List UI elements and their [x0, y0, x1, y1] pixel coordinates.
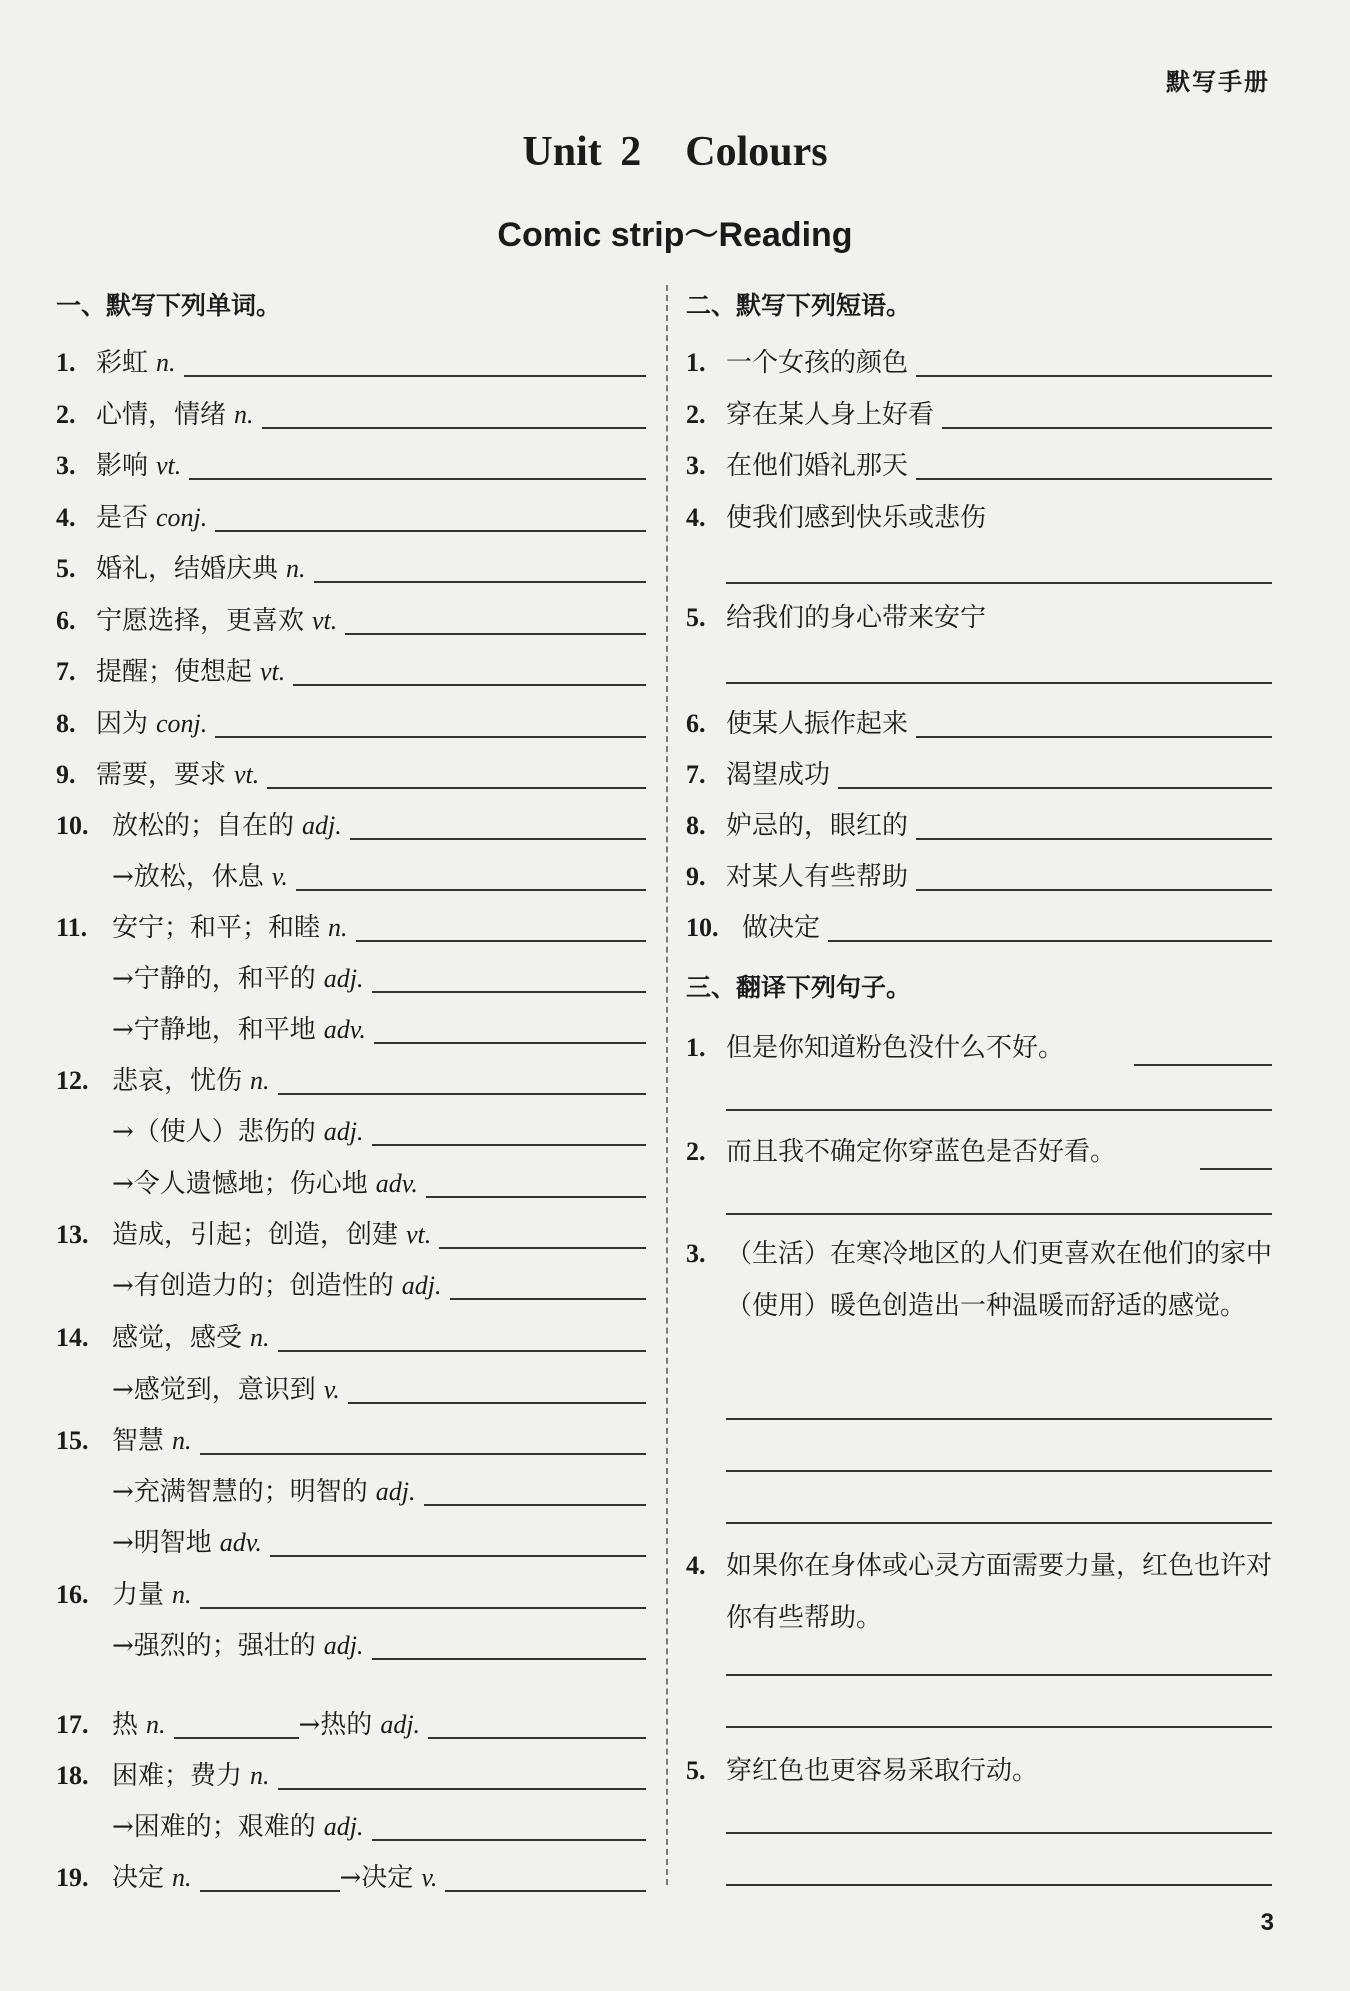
item-text: 智慧 [112, 1426, 165, 1456]
item-text: 需要，要求 [96, 760, 227, 790]
answer-blank[interactable] [348, 1372, 646, 1404]
sentence-number: 3. [686, 1239, 706, 1268]
item-text: →强烈的；强壮的 [112, 1631, 316, 1661]
vocab-item [56, 1525, 646, 1561]
item-number: 9. [56, 760, 76, 789]
part-of-speech: n. [172, 1863, 192, 1892]
phrase-item [686, 448, 1272, 484]
vocab-item [56, 448, 646, 484]
sentence-text: 但是你知道粉色没什么不好。 [726, 1033, 1065, 1063]
part-of-speech: adj. [401, 1271, 442, 1300]
answer-blank[interactable] [262, 397, 646, 429]
item-text: →充满智慧的；明智的 [112, 1477, 368, 1507]
answer-line[interactable] [726, 1830, 1272, 1834]
vocab-item-17 [56, 1707, 646, 1743]
phrase-item [686, 600, 1272, 636]
answer-line[interactable] [726, 1468, 1272, 1472]
vocab-item [56, 500, 646, 536]
answer-blank[interactable] [1200, 1166, 1272, 1170]
part-of-speech: adj. [323, 1812, 364, 1841]
part-of-speech: v. [271, 862, 288, 891]
vocab-item [56, 757, 646, 793]
item-number: 17. [56, 1710, 89, 1739]
part-of-speech: adj. [375, 1477, 416, 1506]
item-text: 悲哀，忧伤 [112, 1066, 243, 1096]
part-of-speech: adj. [323, 1631, 364, 1660]
item-text: 提醒；使想起 [96, 657, 253, 687]
part-of-speech: vt. [234, 760, 260, 789]
answer-blank[interactable] [424, 1474, 646, 1506]
item-text: →困难的；艰难的 [112, 1812, 316, 1842]
answer-blank[interactable] [189, 448, 646, 480]
answer-blank[interactable] [916, 808, 1272, 840]
answer-blank[interactable] [426, 1166, 646, 1198]
item-text: →宁静的，和平的 [112, 964, 316, 994]
item-number: 7. [56, 657, 76, 686]
item-text: 一个女孩的颜色 [726, 348, 909, 378]
part-of-speech: conj. [156, 503, 208, 532]
phrase-item [686, 808, 1272, 844]
part-of-speech: conj. [156, 709, 208, 738]
item-number: 7. [686, 760, 706, 789]
item-text-derived: →热的 [298, 1710, 373, 1740]
item-text: 是否 [96, 503, 149, 533]
section1-heading: 一、默写下列单词。 [56, 291, 282, 320]
item-text: 力量 [112, 1580, 165, 1610]
item-text: →明智地 [112, 1528, 212, 1558]
answer-blank[interactable] [445, 1860, 646, 1892]
answer-blank[interactable] [372, 961, 646, 993]
item-text: 穿在某人身上好看 [726, 400, 935, 430]
item-text: 造成，引起；创造，创建 [112, 1220, 399, 1250]
item-text: 妒忌的，眼红的 [726, 811, 909, 841]
part-of-speech: n. [156, 348, 176, 377]
answer-blank[interactable] [296, 859, 646, 891]
item-text: →宁静地，和平地 [112, 1015, 316, 1045]
item-text: 宁愿选择，更喜欢 [96, 606, 305, 636]
item-number: 5. [686, 603, 706, 632]
phrase-item [686, 910, 1272, 946]
header-tag: 默写手册 [1166, 68, 1270, 96]
vocab-item [56, 1217, 646, 1253]
vocab-item [56, 859, 646, 895]
item-text: 心情，情绪 [96, 400, 227, 430]
answer-blank[interactable] [450, 1268, 646, 1300]
phrase-item [686, 345, 1272, 381]
part-of-speech: n. [328, 913, 348, 942]
answer-line[interactable] [726, 680, 1272, 684]
item-text: →感觉到，意识到 [112, 1375, 316, 1405]
sentence-text: 穿红色也更容易采取行动。 [726, 1756, 1039, 1786]
vocab-item [56, 1166, 646, 1202]
part-of-speech: vt. [406, 1220, 432, 1249]
part-of-speech: n. [286, 554, 306, 583]
vocab-item [56, 1114, 646, 1150]
vocab-item [56, 345, 646, 381]
part-of-speech: adv. [375, 1169, 418, 1198]
item-text: 安宁；和平；和睦 [112, 913, 321, 943]
answer-blank[interactable] [293, 654, 646, 686]
item-number: 4. [686, 503, 706, 532]
answer-blank[interactable] [174, 1707, 299, 1739]
answer-blank[interactable] [372, 1114, 646, 1146]
phrase-item [686, 706, 1272, 742]
answer-line[interactable] [726, 580, 1272, 584]
item-text: →放松，休息 [112, 862, 264, 892]
page-number: 3 [1260, 1909, 1274, 1936]
unit-name: Colours [685, 129, 828, 175]
item-number: 18. [56, 1761, 89, 1790]
item-number: 10. [686, 913, 719, 942]
item-text: 使我们感到快乐或悲伤 [726, 503, 987, 533]
answer-line[interactable] [726, 1107, 1272, 1111]
answer-blank[interactable] [200, 1577, 646, 1609]
answer-blank[interactable] [916, 706, 1272, 738]
item-text-derived: →决定 [339, 1863, 414, 1893]
vocab-item [56, 1577, 646, 1613]
item-number: 5. [56, 554, 76, 583]
section3-heading: 三、翻译下列句子。 [686, 973, 912, 1002]
answer-line[interactable] [726, 1724, 1272, 1728]
answer-blank[interactable] [215, 706, 646, 738]
vocab-item [56, 1628, 646, 1664]
lesson-subtitle: Comic strip～Reading [497, 216, 853, 254]
part-of-speech: n. [250, 1323, 270, 1352]
answer-blank[interactable] [314, 551, 646, 583]
answer-blank[interactable] [916, 859, 1272, 891]
answer-blank[interactable] [356, 910, 646, 942]
item-text: 决定 [112, 1863, 165, 1893]
answer-blank[interactable] [350, 808, 646, 840]
vocab-item [56, 910, 646, 946]
part-of-speech: n. [146, 1710, 166, 1739]
sentence-text: 如果你在身体或心灵方面需要力量，红色也许对你有些帮助。 [726, 1551, 1273, 1633]
answer-line[interactable] [726, 1211, 1272, 1215]
vocab-item [56, 961, 646, 997]
answer-blank[interactable] [1134, 1062, 1272, 1066]
answer-blank[interactable] [916, 345, 1272, 377]
item-text: 影响 [96, 451, 149, 481]
part-of-speech: adj. [323, 1117, 364, 1146]
item-number: 13. [56, 1220, 89, 1249]
item-number: 8. [56, 709, 76, 738]
item-number: 11. [56, 913, 88, 942]
part-of-speech: n. [172, 1426, 192, 1455]
part-of-speech: n. [172, 1580, 192, 1609]
answer-blank[interactable] [184, 345, 646, 377]
part-of-speech: n. [250, 1066, 270, 1095]
part-of-speech: vt. [312, 606, 338, 635]
answer-blank[interactable] [916, 448, 1272, 480]
phrase-item [686, 500, 1272, 536]
item-number: 8. [686, 811, 706, 840]
section2-heading: 二、默写下列短语。 [686, 291, 912, 320]
vocab-item [56, 654, 646, 690]
item-text: 使某人振作起来 [726, 709, 909, 739]
phrase-item [686, 859, 1272, 895]
item-text: 彩虹 [96, 348, 149, 378]
item-number: 9. [686, 862, 706, 891]
sentence-number: 5. [686, 1756, 706, 1785]
answer-blank[interactable] [372, 1628, 646, 1660]
item-text: 在他们婚礼那天 [726, 451, 909, 481]
item-text: 婚礼，结婚庆典 [96, 554, 279, 584]
item-text: 给我们的身心带来安宁 [726, 603, 987, 633]
part-of-speech-derived: adj. [380, 1710, 421, 1739]
answer-blank[interactable] [428, 1707, 646, 1739]
vocab-item [56, 808, 646, 844]
item-number: 10. [56, 811, 89, 840]
answer-blank[interactable] [215, 500, 646, 532]
vocab-item-18-derived [56, 1809, 646, 1845]
vocab-item [56, 397, 646, 433]
item-text: 放松的；自在的 [112, 811, 295, 841]
sentence-text: （生活）在寒冷地区的人们更喜欢在他们的家中（使用）暖色创造出一种温暖而舒适的感觉。 [726, 1239, 1273, 1321]
item-text: 困难；费力 [112, 1761, 243, 1791]
part-of-speech: adj. [302, 811, 342, 840]
item-text: 热 [112, 1710, 139, 1740]
answer-line[interactable] [726, 1882, 1272, 1886]
vocab-item [56, 1320, 646, 1356]
item-number: 1. [686, 348, 706, 377]
answer-blank[interactable] [374, 1012, 646, 1044]
unit-title [0, 128, 1350, 176]
item-number: 6. [56, 606, 76, 635]
part-of-speech: adv. [219, 1528, 262, 1557]
vocab-item [56, 1423, 646, 1459]
answer-blank[interactable] [372, 1809, 646, 1841]
part-of-speech: adv. [323, 1015, 366, 1044]
item-text: →有创造力的；创造性的 [112, 1271, 394, 1301]
part-of-speech: adj. [323, 964, 364, 993]
phrase-item [686, 397, 1272, 433]
vocab-item-19 [56, 1860, 646, 1896]
item-number: 16. [56, 1580, 89, 1609]
answer-blank[interactable] [828, 910, 1272, 942]
vocab-item [56, 1474, 646, 1510]
answer-blank[interactable] [278, 1758, 646, 1790]
vocab-item [56, 1012, 646, 1048]
unit-number: Unit 2 [522, 129, 642, 175]
item-text: 渴望成功 [726, 760, 831, 790]
sentence-text: 而且我不确定你穿蓝色是否好看。 [726, 1137, 1117, 1167]
item-number: 3. [686, 451, 706, 480]
answer-blank[interactable] [278, 1320, 646, 1352]
item-number: 12. [56, 1066, 89, 1095]
item-text: 对某人有些帮助 [726, 862, 909, 892]
sentence-number: 1. [686, 1033, 706, 1062]
vocab-item [56, 1372, 646, 1408]
part-of-speech: n. [250, 1761, 270, 1790]
answer-blank[interactable] [200, 1423, 646, 1455]
item-number: 4. [56, 503, 76, 532]
answer-blank[interactable] [942, 397, 1272, 429]
item-text: →令人遗憾地；伤心地 [112, 1169, 368, 1199]
vocab-item [56, 1268, 646, 1304]
answer-line[interactable] [726, 1416, 1272, 1420]
part-of-speech: vt. [260, 657, 286, 686]
item-number: 1. [56, 348, 76, 377]
part-of-speech: n. [234, 400, 254, 429]
item-text: →（使人）悲伤的 [112, 1117, 316, 1147]
item-number: 3. [56, 451, 76, 480]
item-number: 2. [686, 400, 706, 429]
part-of-speech-derived: v. [421, 1863, 438, 1892]
item-number: 6. [686, 709, 706, 738]
item-text: 做决定 [742, 913, 821, 943]
item-number: 2. [56, 400, 76, 429]
column-divider [666, 285, 668, 1885]
vocab-item [56, 706, 646, 742]
item-number: 14. [56, 1323, 89, 1352]
answer-blank[interactable] [267, 757, 646, 789]
part-of-speech: vt. [156, 451, 182, 480]
answer-line[interactable] [726, 1520, 1272, 1524]
answer-blank[interactable] [838, 757, 1272, 789]
part-of-speech: v. [323, 1375, 340, 1404]
item-text: 因为 [96, 709, 149, 739]
vocab-item [56, 603, 646, 639]
item-number: 15. [56, 1426, 89, 1455]
sentence-number: 4. [686, 1551, 706, 1580]
vocab-item [56, 551, 646, 587]
vocab-item [56, 1063, 646, 1099]
answer-blank[interactable] [270, 1525, 646, 1557]
phrase-item [686, 757, 1272, 793]
answer-blank[interactable] [439, 1217, 646, 1249]
item-text: 感觉，感受 [112, 1323, 243, 1353]
answer-blank[interactable] [200, 1860, 340, 1892]
item-number: 19. [56, 1863, 89, 1892]
sentence-number: 2. [686, 1137, 706, 1166]
answer-blank[interactable] [278, 1063, 646, 1095]
vocab-item-18 [56, 1758, 646, 1794]
answer-line[interactable] [726, 1672, 1272, 1676]
answer-blank[interactable] [345, 603, 646, 635]
